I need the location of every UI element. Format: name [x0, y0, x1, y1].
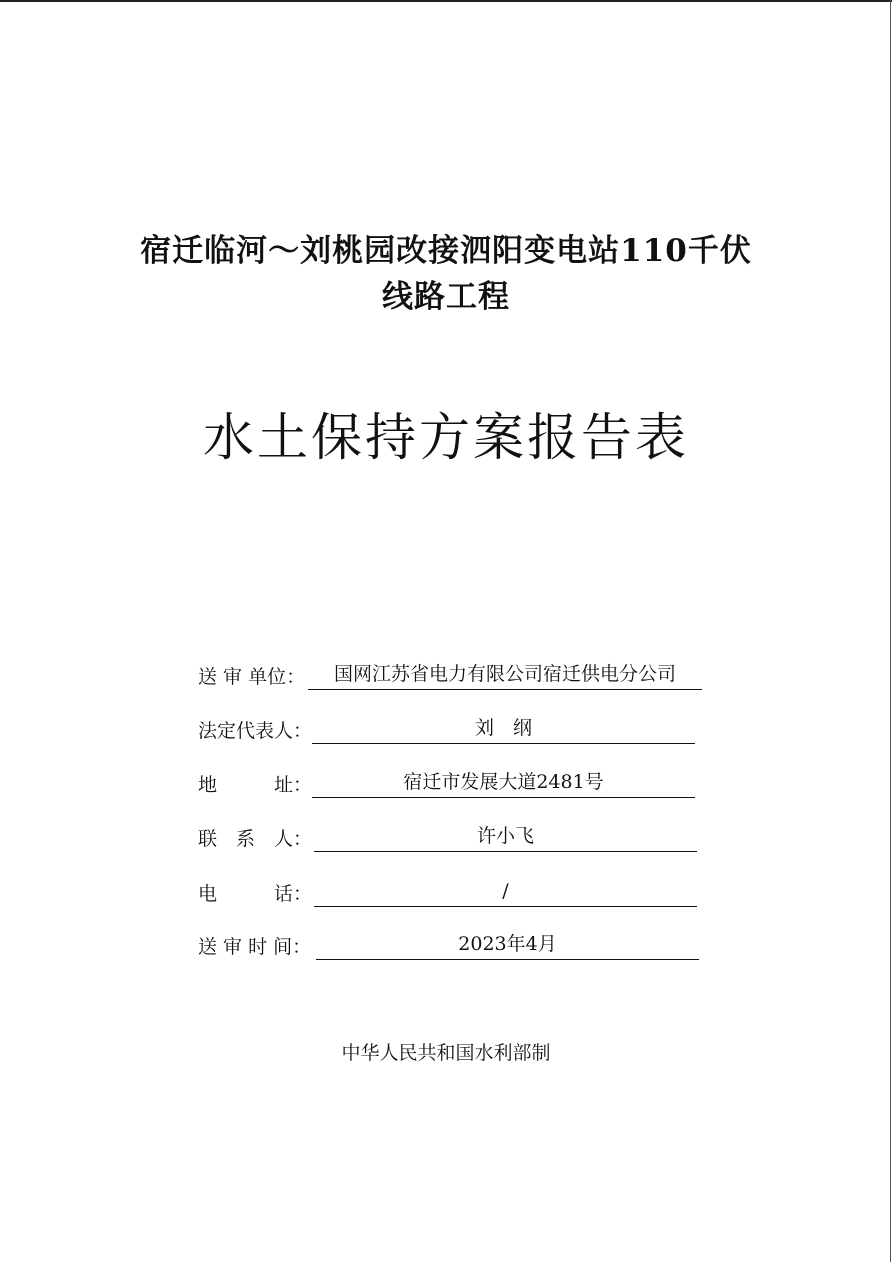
- info-row-address: [198, 764, 695, 798]
- project-title: [0, 228, 892, 320]
- phone-value: /: [314, 878, 697, 907]
- submitting-unit-value: 国网江苏省电力有限公司宿迁供电分公司: [308, 661, 702, 690]
- info-row-submission-time: [198, 926, 699, 960]
- contact-person-label: 联 系 人：: [198, 828, 313, 850]
- submitting-unit-label: 送 审 单位：: [198, 666, 306, 688]
- legal-representative-label: 法定代表人：: [198, 720, 313, 742]
- project-title-line-1: 宿迁临河～刘桃园改接泗阳变电站110千伏: [140, 233, 752, 269]
- legal-representative-value: 刘 纲: [312, 715, 695, 744]
- address-label: 地 址：: [198, 774, 313, 796]
- document-type-title: 水土保持方案报告表: [202, 409, 689, 468]
- issuer-line: 中华人民共和国水利部制: [341, 1042, 551, 1064]
- info-row-contact-person: [198, 818, 697, 852]
- submission-time-label: 送 审 时 间：: [198, 936, 312, 958]
- phone-label: 电 话：: [198, 883, 313, 905]
- info-row-legal-representative: [198, 710, 695, 744]
- top-border-line: [0, 0, 892, 2]
- right-border-line: [890, 0, 891, 1262]
- contact-person-value: 许小飞: [314, 823, 697, 852]
- info-row-submitting-unit: [198, 656, 702, 690]
- address-value: 宿迁市发展大道2481号: [312, 769, 695, 798]
- submission-time-value: 2023年4月: [316, 931, 699, 960]
- info-row-phone: [198, 873, 697, 907]
- project-title-line-2: 线路工程: [382, 279, 510, 315]
